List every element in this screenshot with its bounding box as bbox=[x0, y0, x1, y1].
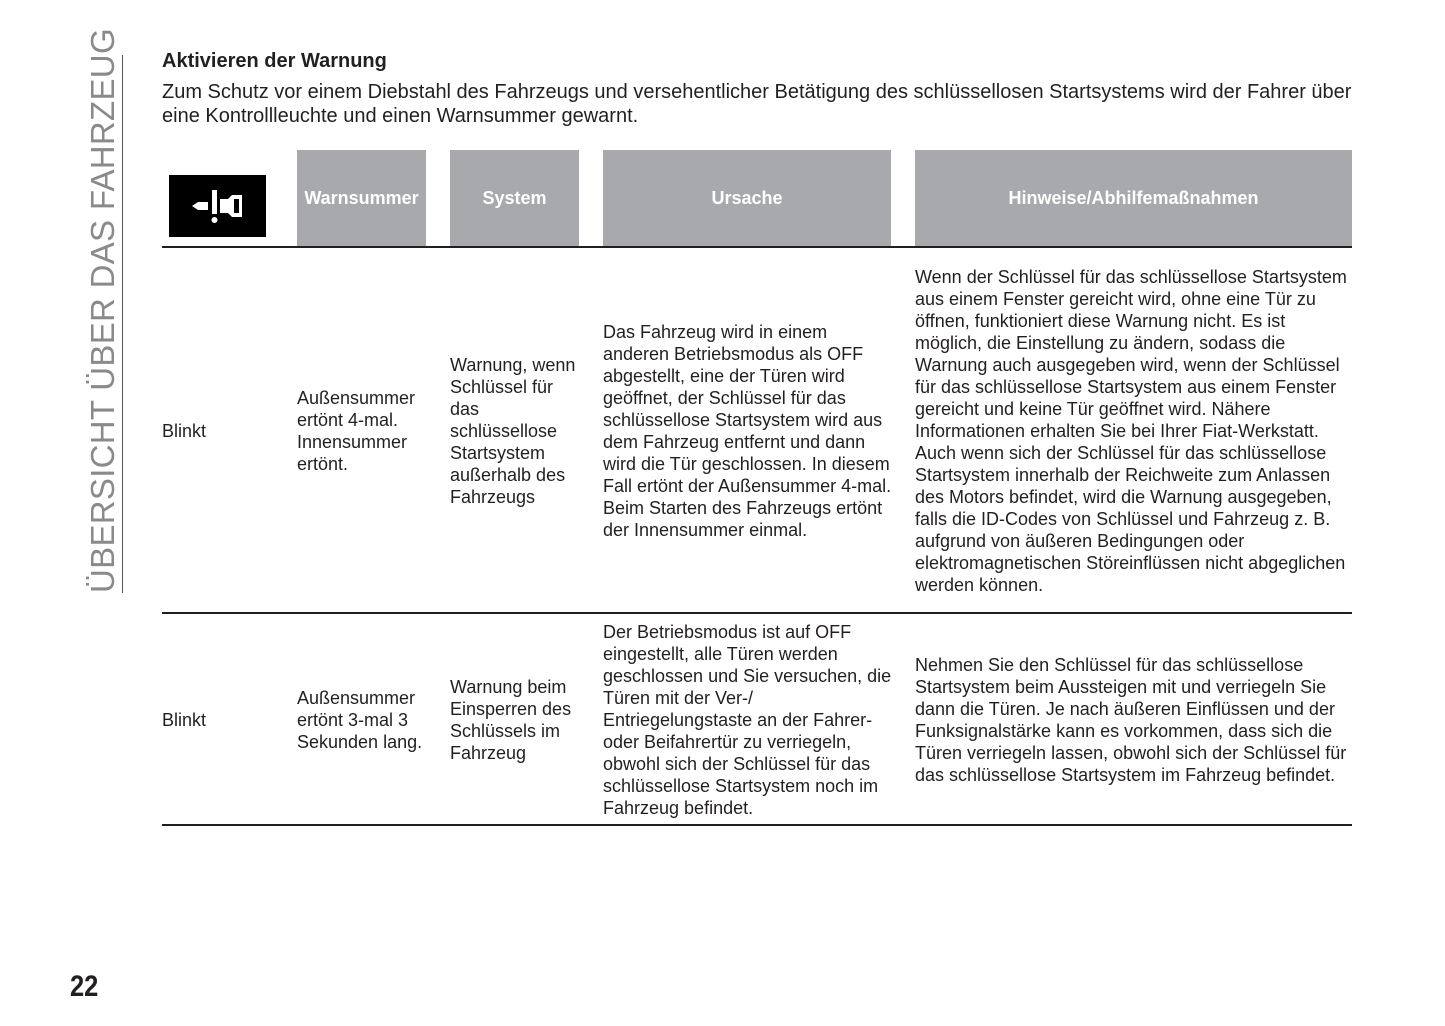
cell-system: Warnung, wenn Schlüssel für das schlüssellose Startsystem außerhalb des Fahrzeugs bbox=[450, 355, 576, 507]
heading: Aktivieren der Warnung bbox=[162, 50, 387, 72]
cell-cause: Der Betriebsmodus ist auf OFF eingestellt, alle Türen werden geschlossen und Sie versuchen, die Türen mit der Ver-/ Entriegelungstaste an der Fahrer- oder Beifahrertür zu verriegeln, obwohl sich der Schlüssel für das schlüssellose Startsystem noch im Fahrzeug befindet. bbox=[603, 622, 892, 818]
cell-buzzer: Außensummer ertönt 4-mal. Innensummer ertönt. bbox=[297, 388, 416, 474]
key-warning-icon bbox=[188, 186, 248, 226]
header-rule bbox=[162, 246, 1352, 248]
cell-notes: Nehmen Sie den Schlüssel für das schlüssellose Startsystem beim Aussteigen mit und verriegeln Sie dann die Türen. Je nach äußeren Einflüssen und der Funksignalstärke kann es vorkommen, dass sich die Türen verriegeln lassen, obwohl sich der Schlüssel für das schlüssellose Startsystem im Fahrzeug befindet. bbox=[915, 655, 1347, 785]
header-system: System bbox=[450, 150, 579, 247]
header-warnsummer: Warnsummer bbox=[297, 150, 426, 247]
cell-light: Blinkt bbox=[162, 421, 207, 441]
warning-light-symbol bbox=[169, 175, 266, 237]
row-divider bbox=[162, 612, 1352, 614]
section-sidebar bbox=[84, 28, 123, 593]
header-ursache: Ursache bbox=[603, 150, 891, 247]
cell-notes-2: Auch wenn sich der Schlüssel für das schlüssellose Startsystem innerhalb der Reichweite zum Anlassen des Motors befindet, wird die Warnung ausgegeben, falls die ID-Codes von Schlüssel und Fahrzeug z. B. aufgrund von äußeren Bedingungen oder elektromagnetischen Störeinflüssen nicht abgeglichen werden können. bbox=[915, 443, 1346, 595]
table-bottom-rule bbox=[162, 824, 1352, 826]
cell-light: Blinkt bbox=[162, 710, 207, 730]
cell-cause: Das Fahrzeug wird in einem anderen Betriebsmodus als OFF abgestellt, eine der Türen wird geöffnet, der Schlüssel für das schlüssellose Startsystem wird aus dem Fahrzeug entfernt und dann wird die Tür geschlossen. In diesem Fall ertönt der Außensummer 4-mal. Beim Starten des Fahrzeugs ertönt der Innensummer einmal. bbox=[603, 322, 892, 540]
cell-system: Warnung beim Einsperren des Schlüssels im Fahrzeug bbox=[450, 677, 572, 763]
intro-paragraph: Zum Schutz vor einem Diebstahl des Fahrzeugs und versehentlicher Betätigung des schlüssellosen Startsystems wird der Fahrer über eine Kontrollleuchte und einen Warnsummer gewarnt. bbox=[162, 81, 1352, 127]
cell-notes: Wenn der Schlüssel für das schlüssellose Startsystem aus einem Fenster gereicht wird, ohne eine Tür zu öffnen, funktioniert diese Warnung nicht. Es ist möglich, die Einstellung zu ändern, sodass die Warnung auch ausgegeben wird, wenn der Schlüssel für das schlüssellose Startsystem aus einem Fenster gereicht und keine Tür geöffnet wird. Nähere Informationen erhalten Sie bei Ihrer Fiat-Werkstatt. bbox=[915, 267, 1347, 441]
page-number: 22 bbox=[70, 970, 99, 1003]
section-title: ÜBERSICHT ÜBER DAS FAHRZEUG bbox=[84, 28, 121, 593]
cell-buzzer: Außensummer ertönt 3-mal 3 Sekunden lang. bbox=[297, 688, 423, 752]
header-hinweise: Hinweise/Abhilfemaßnahmen bbox=[915, 150, 1352, 247]
